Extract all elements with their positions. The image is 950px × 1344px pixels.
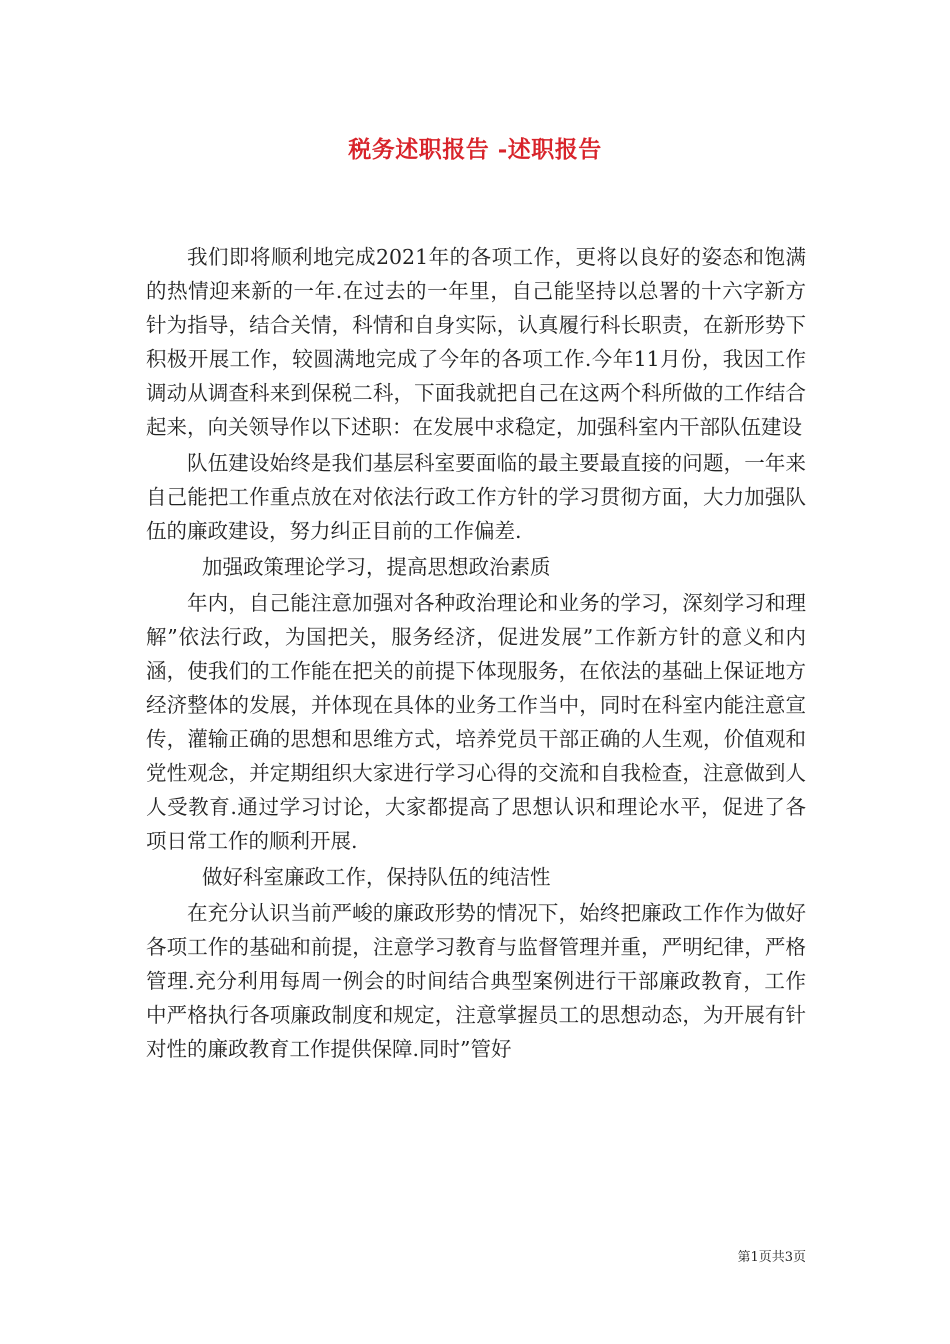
section-heading-theory-study: 加强政策理论学习，提高思想政治素质 — [202, 555, 551, 579]
document-title: 税务述职报告 -述职报告 — [348, 136, 602, 163]
paragraph-theory-study: 年内，自己能注意加强对各种政治理论和业务的学习，深刻学习和理解”依法行政，为国把关，服务经济，促进发展”工作新方针的意义和内涵，使我们的工作能在把关的前提下体现服务，在依法的基础上保证地方经济整体的发展，并体现在具体的业务工作当中，同时在科室内能注意宣传，灌输正确的思想和思维方式，培养党员干部正确的人生观，价值观和党性观念，并定期组织大家进行学习心得的交流和自我检查，注意做到人人受教育.通过学习讨论，大家都提高了思想认识和理论水平，促进了各项日常工作的顺利开展. — [146, 591, 806, 853]
document-body — [146, 240, 806, 1066]
page-number: 第1页共3页 — [737, 1250, 806, 1265]
paragraph-team-building: 队伍建设始终是我们基层科室要面临的最主要最直接的问题，一年来自己能把工作重点放在对依法行政工作方针的学习贯彻方面，大力加强队伍的廉政建设，努力纠正目前的工作偏差. — [146, 451, 806, 543]
paragraph-integrity: 在充分认识当前严峻的廉政形势的情况下，始终把廉政工作作为做好各项工作的基础和前提，注意学习教育与监督管理并重，严明纪律，严格管理.充分利用每周一例会的时间结合典型案例进行干部廉政教育，工作中严格执行各项廉政制度和规定，注意掌握员工的思想动态，为开展有针对性的廉政教育工作提供保障.同时”管好 — [146, 901, 806, 1061]
paragraph-intro: 我们即将顺利地完成2021年的各项工作，更将以良好的姿态和饱满的热情迎来新的一年.在过去的一年里，自己能坚持以总署的十六字新方针为指导，结合关情，科情和自身实际，认真履行科长职责，在新形势下积极开展工作，较圆满地完成了今年的各项工作.今年11月份，我因工作调动从调查科来到保税二科，下面我就把自己在这两个科所做的工作结合起来，向关领导作以下述职：在发展中求稳定，加强科室内干部队伍建设 — [146, 245, 806, 439]
section-heading-integrity: 做好科室廉政工作，保持队伍的纯洁性 — [202, 865, 551, 889]
